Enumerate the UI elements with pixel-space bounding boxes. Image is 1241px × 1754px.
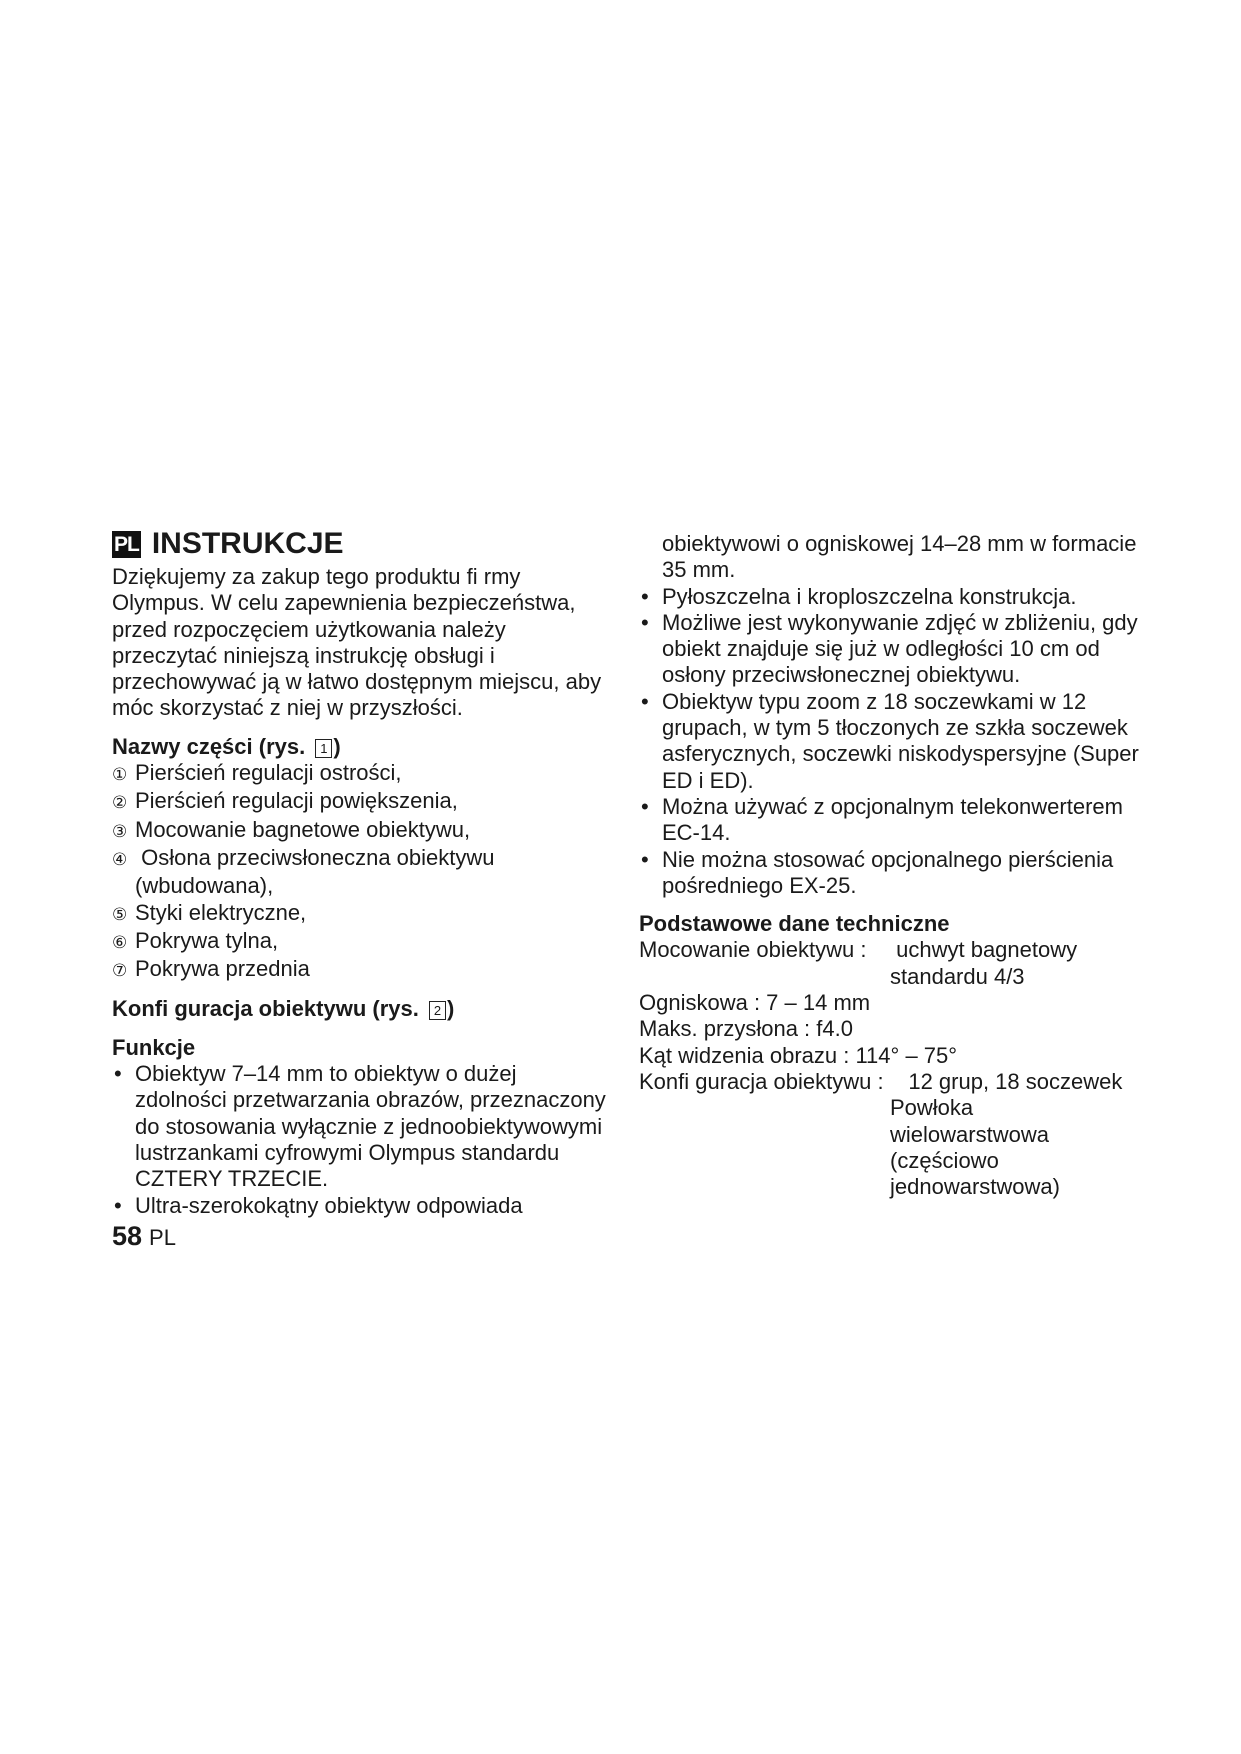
specs-heading: Podstawowe dane techniczne — [639, 911, 950, 937]
spec-coating-2: wielowarstwowa — [890, 1121, 1049, 1147]
parts-list — [112, 760, 612, 984]
page-number: 58 — [112, 1221, 143, 1251]
list-item: • Możliwe jest wykonywanie zdjęć w zbliżeniu, gdy obiekt znajduje się już w odległości 10 cm od osłony przeciwsłonecznej obiektywu. — [639, 610, 1159, 689]
page-footer — [112, 1221, 176, 1252]
section-title — [112, 526, 612, 562]
spec-label-config: Konfi guracja obiektywu : — [639, 1068, 884, 1094]
figure-ref-2: 2 — [429, 1001, 446, 1020]
number-marker: ⑤ — [112, 904, 128, 924]
list-item: ③ Mocowanie bagnetowe obiektywu, — [112, 817, 612, 845]
functions-heading: Funkcje — [112, 1034, 196, 1060]
spec-label-mount: Mocowanie obiektywu : — [639, 937, 867, 963]
number-marker: ⑥ — [112, 932, 128, 952]
language-badge: PL — [114, 532, 139, 556]
list-item: • Obiektyw 7–14 mm to obiektyw o dużej zdolności przetwarzania obrazów, przeznaczony do stosowania wyłącznie z jednoobiektywowymi lustrzankami cyfrowymi Olympus standardu CZTERY TRZECIE. — [112, 1061, 612, 1192]
spec-max-aperture: Maks. przysłona : f4.0 — [639, 1016, 853, 1042]
number-marker: ③ — [112, 821, 128, 841]
list-item: • Pyłoszczelna i kroploszczelna konstrukcja. — [639, 584, 1159, 610]
number-marker: ② — [112, 793, 128, 813]
spec-coating-3: (częściowo — [890, 1147, 999, 1173]
page-title: INSTRUKCJE — [151, 527, 344, 560]
footer-language: PL — [149, 1225, 176, 1250]
list-item: • Ultra-szerokokątny obiektyw odpowiada — [112, 1193, 612, 1219]
list-item: ④ Osłona przeciwsłoneczna obiektywu (wbudowana), — [112, 844, 495, 899]
list-item: ⑦ Pokrywa przednia — [112, 956, 612, 984]
spec-coating-4: jednowarstwowa) — [890, 1174, 1060, 1200]
list-item: • Obiektyw typu zoom z 18 soczewkami w 12 grupach, w tym 5 tłoczonych ze szkła soczewek asferycznych, soczewki niskodyspersyjne (Super ED i ED). — [639, 689, 1159, 794]
spec-value-config: 12 grup, 18 soczewek — [908, 1068, 1123, 1094]
intro-paragraph: Dziękujemy za zakup tego produktu fi rmy Olympus. W celu zapewnienia bezpieczeństwa, przed rozpoczęciem użytkowania należy przeczytać niniejszą instrukcję obsługi i przechowywać ją w łatwo dostępnym miejscu, aby móc skorzystać z niej w przyszłości. — [112, 564, 602, 721]
number-marker: ④ — [112, 849, 128, 869]
spec-value-mount-2: standardu 4/3 — [890, 963, 1025, 989]
list-item-continuation: obiektywowi o ogniskowej 14–28 mm w formacie 35 mm. — [662, 531, 1137, 583]
number-marker: ① — [112, 765, 128, 785]
spec-angle-of-view: Kąt widzenia obrazu : 114° – 75° — [639, 1042, 958, 1068]
left-column — [112, 526, 612, 1219]
spec-value-mount: uchwyt bagnetowy — [896, 937, 1078, 963]
list-item: ① Pierścień regulacji ostrości, — [112, 760, 612, 788]
list-item: • Nie można stosować opcjonalnego pierścienia pośredniego EX-25. — [639, 847, 1159, 900]
parts-heading: Nazwy części (rys. 1 ) — [112, 733, 341, 759]
list-item: ⑤ Styki elektryczne, — [112, 900, 612, 928]
list-item: ⑥ Pokrywa tylna, — [112, 928, 612, 956]
figure-ref-1: 1 — [315, 739, 332, 758]
list-item: • Można używać z opcjonalnym telekonwerterem EC-14. — [639, 794, 1159, 847]
number-marker: ⑦ — [112, 961, 128, 981]
specs-table — [639, 937, 1122, 1200]
list-item: ② Pierścień regulacji powiększenia, — [112, 788, 612, 816]
spec-focal-length: Ogniskowa : 7 – 14 mm — [639, 990, 871, 1016]
right-column — [639, 531, 1159, 1200]
spec-coating-1: Powłoka — [890, 1095, 974, 1121]
functions-list — [112, 1061, 612, 1219]
config-heading: Konfi guracja obiektywu (rys. 2 ) — [112, 996, 455, 1022]
functions-list-continued — [639, 584, 1159, 900]
